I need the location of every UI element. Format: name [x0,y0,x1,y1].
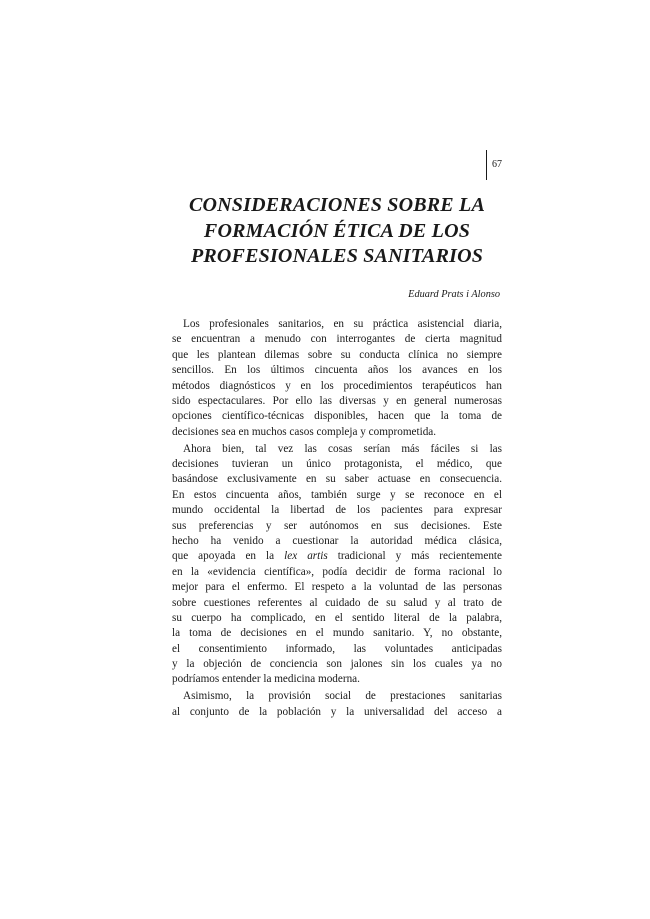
text-line: podríamos entender la medicina moderna. [172,673,360,686]
text-line: que les plantean dilemas sobre su conducta clínica no siempre [172,348,502,361]
paragraph-2 [172,442,502,688]
text-line: sido espectaculares. Por ello las diversas y en general numerosas [172,394,502,407]
text-line: Los profesionales sanitarios, en su práctica asistencial diaria, [183,318,502,330]
text-line: Ahora bien, tal vez las cosas serían más fáciles si las [183,442,502,455]
chapter-title [172,193,502,270]
text-line: al conjunto de la población y la universalidad del acceso a [172,705,502,718]
latin-term: lex artis [284,550,328,563]
text-line: métodos diagnósticos y en los procedimientos terapéuticos han [172,379,502,392]
author-name: Eduard Prats i Alonso [408,289,500,300]
text-line: y la objeción de conciencia son jalones sin los cuales ya no [172,658,502,671]
text-line: mundo occidental la libertad de los pacientes para expresar [172,504,502,517]
page-number: 67 [492,159,502,170]
text-line: el consentimiento informado, las voluntades anticipadas [172,642,502,655]
text-line: mejor para el enfermo. El respeto a la voluntad de las personas [172,581,502,594]
text-line: la toma de decisiones en el mundo sanitario. Y, no obstante, [172,627,502,640]
chapter-title-line: PROFESIONALES SANITARIOS [190,245,484,267]
text-line: basándose exclusivamente en su saber actuase en consecuencia. [172,473,502,486]
text-line: que apoyada en la lex artis tradicional y más recientemente [172,550,503,563]
text-line: decisiones sea en muchos casos compleja y comprometida. [172,425,437,438]
text-line: hecho ha venido a cuestionar la autoridad médica clásica, [172,534,502,547]
text-line: su cuerpo ha complicado, en el sentido literal de la palabra, [172,611,502,624]
chapter-title-line: CONSIDERACIONES SOBRE LA [188,194,485,216]
text-line: se encuentran a menudo con interrogantes de cierta magnitud [172,333,502,346]
text-line: decisiones tuvieran un único protagonista, el médico, que [172,458,502,471]
paragraph-3 [172,689,502,720]
body-text [172,317,502,722]
text-line: sus preferencias y ser autónomos en sus decisiones. Este [172,519,502,532]
text-line: opciones científico-técnicas disponibles, hacen que la toma de [172,410,502,423]
text-line: en la «evidencia científica», podía decidir de forma racional lo [172,565,502,578]
page-number-marker [486,150,502,180]
text-line: En estos cincuenta años, también surge y se reconoce en el [172,488,502,501]
text-line: Asimismo, la provisión social de prestaciones sanitarias [183,690,502,703]
text-line: sencillos. En los últimos cincuenta años los avances en los [172,364,502,377]
chapter-title-line: FORMACIÓN ÉTICA DE LOS [203,219,471,242]
paragraph-1 [172,317,502,440]
page-number-rule [486,150,487,180]
text-line: sobre cuestiones referentes al cuidado de su salud y al trato de [172,596,502,609]
